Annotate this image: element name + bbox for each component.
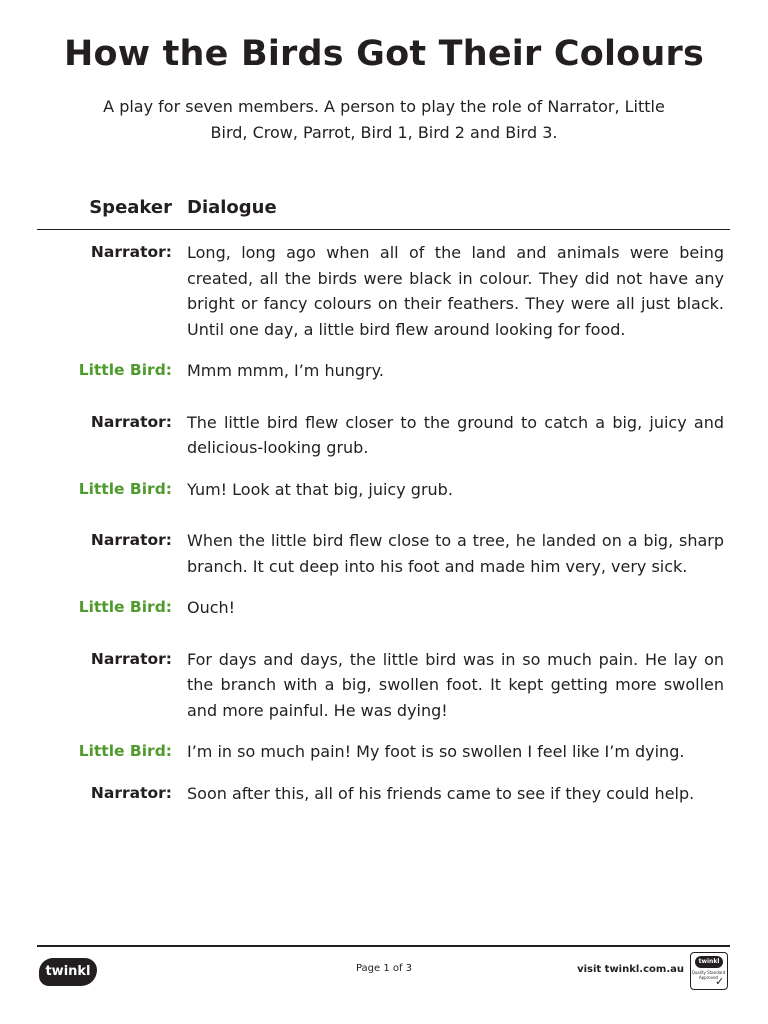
dialogue-text: Soon after this, all of his friends came to see if they could help. [187,783,695,803]
speaker-label: Little Bird: [78,361,172,379]
speaker-label: Narrator: [90,649,172,668]
header-divider [37,229,730,230]
dialogue-text: I’m in so much pain! My foot is so swollen I feel like I’m dying. [187,742,685,761]
script-line [0,781,768,807]
script-line [0,739,768,765]
dialogue-text: When the little bird flew close to a tree, he landed on a big, sharp branch. It cut deep into his foot and made him very, very sick. [187,531,724,576]
script-line [0,240,768,342]
dialogue-text: For days and days, the little bird was in so much pain. He lay on the branch with a big, swollen foot. It kept getting more swollen and more painful. He was dying! [187,649,724,720]
dialogue-text: Yum! Look at that big, juicy grub. [187,479,453,499]
speaker-label: Little Bird: [78,598,172,616]
dialogue-text: Mmm mmm, I’m hungry. [187,361,384,380]
badge-brand: twinkl [695,956,723,968]
speaker-label: Narrator: [90,531,172,549]
footer-divider [37,945,730,947]
script-line [0,358,768,384]
speaker-column-header: Speaker [89,197,172,218]
twinkl-logo: twinkl [39,958,97,986]
script-line [0,477,768,503]
quality-standard-badge-icon [690,952,728,990]
play-description: A play for seven members. A person to play the role of Narrator, Little Bird, Crow, Parrot, Bird 1, Bird 2 and Bird 3. [103,97,665,142]
script-lines [0,240,768,822]
checkmark-icon: ✓ [715,975,725,988]
script-line [0,595,768,621]
speaker-label: Narrator: [90,412,172,431]
dialogue-text: The little bird flew closer to the ground to catch a big, juicy and delicious-looking grub. [187,412,724,457]
page-title: How the Birds Got Their Colours [63,34,705,74]
badge-caption: Quality Standard Approved [691,970,726,980]
speaker-label: Little Bird: [78,742,172,760]
dialogue-text: Long, long ago when all of the land and animals were being created, all the birds were black in colour. They did not have any bright or fancy colours on their feathers. They were all just black. Until one day, a little bird flew around looking for food. [187,243,724,339]
website-link[interactable]: visit twinkl.com.au [577,964,684,975]
dialogue-text: Ouch! [187,598,236,617]
speaker-label: Little Bird: [78,479,172,498]
speaker-label: Narrator: [90,243,172,261]
script-line [0,647,768,724]
script-line [0,528,768,579]
dialogue-column-header: Dialogue [187,197,277,218]
page-number: Page 1 of 3 [355,963,413,974]
script-line [0,410,768,461]
speaker-label: Narrator: [90,783,172,802]
